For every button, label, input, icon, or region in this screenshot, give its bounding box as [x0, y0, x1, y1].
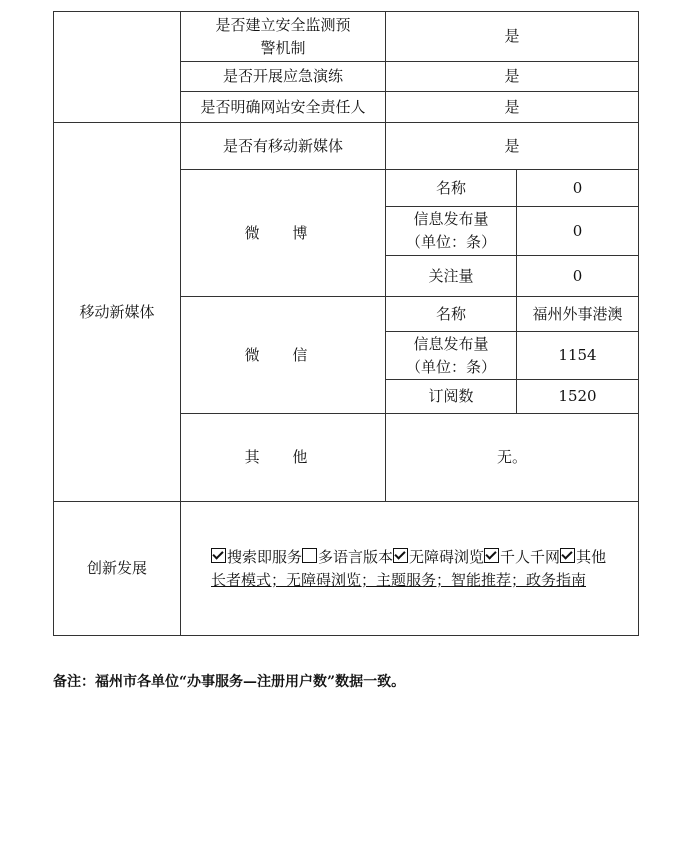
other-value: 无。 — [386, 414, 639, 502]
checkbox-checked-icon[interactable] — [560, 548, 575, 563]
innovation-other-detail: 长者模式；无障碍浏览；主题服务；智能推荐；政务指南 — [211, 570, 587, 589]
wechat-label: 微 信 — [181, 297, 386, 414]
weibo-posts-label-line1: 信息发布量 — [413, 210, 489, 228]
option-label: 千人千网 — [500, 547, 561, 566]
wechat-posts-value: 1154 — [517, 332, 639, 380]
weibo-follow-value: 0 — [517, 256, 639, 297]
wechat-posts-label — [386, 332, 517, 380]
footnote: 备注：福州市各单位“办事服务—注册用户数”数据一致。 — [53, 674, 406, 690]
wechat-posts-label-line2: （单位：条） — [405, 357, 496, 376]
security-label: 是否开展应急演练 — [181, 62, 386, 92]
weibo-posts-label-line2: （单位：条） — [405, 233, 496, 251]
checkbox-checked-icon[interactable] — [484, 548, 499, 563]
wechat-subs-value: 1520 — [517, 380, 639, 414]
wechat-name-value: 福州外事港澳 — [517, 297, 639, 332]
checkbox-unchecked-icon[interactable] — [302, 548, 317, 563]
innovation-options — [211, 546, 634, 569]
option-label: 多语言版本 — [318, 547, 394, 566]
weibo-name-value: 0 — [517, 170, 639, 207]
innovation-section-label: 创新发展 — [54, 502, 181, 636]
wechat-posts-label-line1: 信息发布量 — [413, 334, 489, 353]
has-media-value: 是 — [386, 123, 639, 170]
security-value: 是 — [386, 92, 639, 123]
option-label: 其他 — [576, 547, 607, 566]
security-value: 是 — [386, 62, 639, 92]
wechat-subs-label: 订阅数 — [386, 380, 517, 414]
option-label: 搜索即服务 — [227, 547, 303, 566]
weibo-posts-value: 0 — [517, 207, 639, 256]
table-row — [54, 123, 639, 170]
innovation-options-cell — [181, 502, 639, 636]
security-label: 是否建立安全监测预警机制 — [181, 12, 386, 62]
security-section-cell — [54, 12, 181, 123]
weibo-label: 微 博 — [181, 170, 386, 297]
wechat-name-label: 名称 — [386, 297, 517, 332]
weibo-follow-label: 关注量 — [386, 256, 517, 297]
other-label: 其 他 — [181, 414, 386, 502]
has-media-label: 是否有移动新媒体 — [181, 123, 386, 170]
weibo-name-label: 名称 — [386, 170, 517, 207]
option-label: 无障碍浏览 — [409, 547, 485, 566]
table-row — [54, 502, 639, 636]
security-label: 是否明确网站安全责任人 — [181, 92, 386, 123]
media-section-label: 移动新媒体 — [54, 123, 181, 502]
checkbox-checked-icon[interactable] — [211, 548, 226, 563]
table-row — [54, 12, 639, 62]
report-table — [53, 11, 639, 636]
security-value: 是 — [386, 12, 639, 62]
checkbox-checked-icon[interactable] — [393, 548, 408, 563]
weibo-posts-label — [386, 207, 517, 256]
